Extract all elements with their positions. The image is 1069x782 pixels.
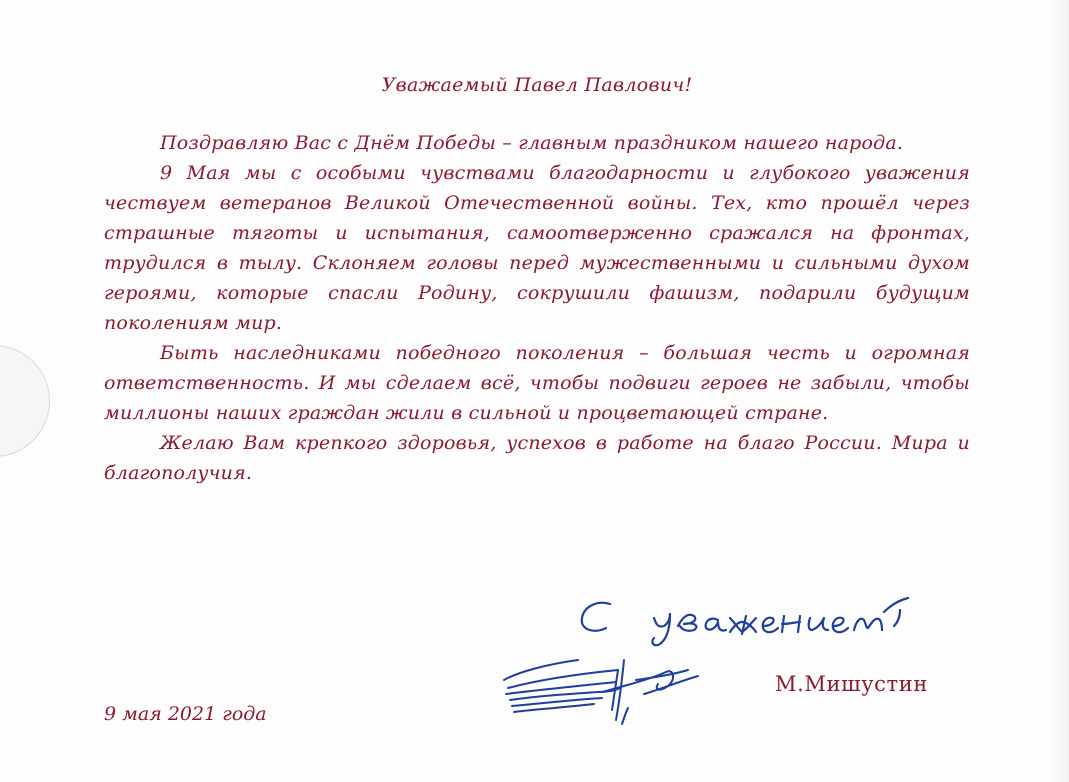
letter-paragraph-3: Быть наследниками победного поколения – большая честь и огромная ответственность. И мы сделаем всё, чтобы подвиги героев не забыли, чтобы миллионы наших граждан жили в сильной и процветающей стране. — [104, 342, 970, 424]
letter-paragraph-2: 9 Мая мы с особыми чувствами благодарности и глубокого уважения чествуем ветеранов Великой Отечественной войны. Тех, кто прошёл через страшные тяготы и испытания, самоотверженно сражался на фронтах, трудился в тылу. Склоняем головы перед мужественными и сильными духом героями, которые спасли Родину, сокрушили фашизм, подарили будущим поколениям мир. — [104, 162, 970, 334]
signature — [498, 650, 718, 726]
card-slot-notch — [0, 345, 50, 457]
handwritten-closing-drawing — [570, 592, 930, 652]
letter-paragraph-4: Желаю Вам крепкого здоровья, успехов в работе на благо России. Мира и благополучия. — [104, 432, 970, 484]
handwritten-closing — [570, 592, 930, 652]
signature-drawing — [498, 650, 718, 726]
letter-paragraph-1: Поздравляю Вас с Днём Победы – главным праздником нашего народа. — [160, 132, 904, 154]
letter-greeting: Уважаемый Павел Павлович! — [381, 74, 693, 96]
letter-body — [104, 70, 970, 488]
signer-name: М.Мишустин — [775, 672, 928, 696]
letter-date: 9 мая 2021 года — [104, 703, 267, 725]
